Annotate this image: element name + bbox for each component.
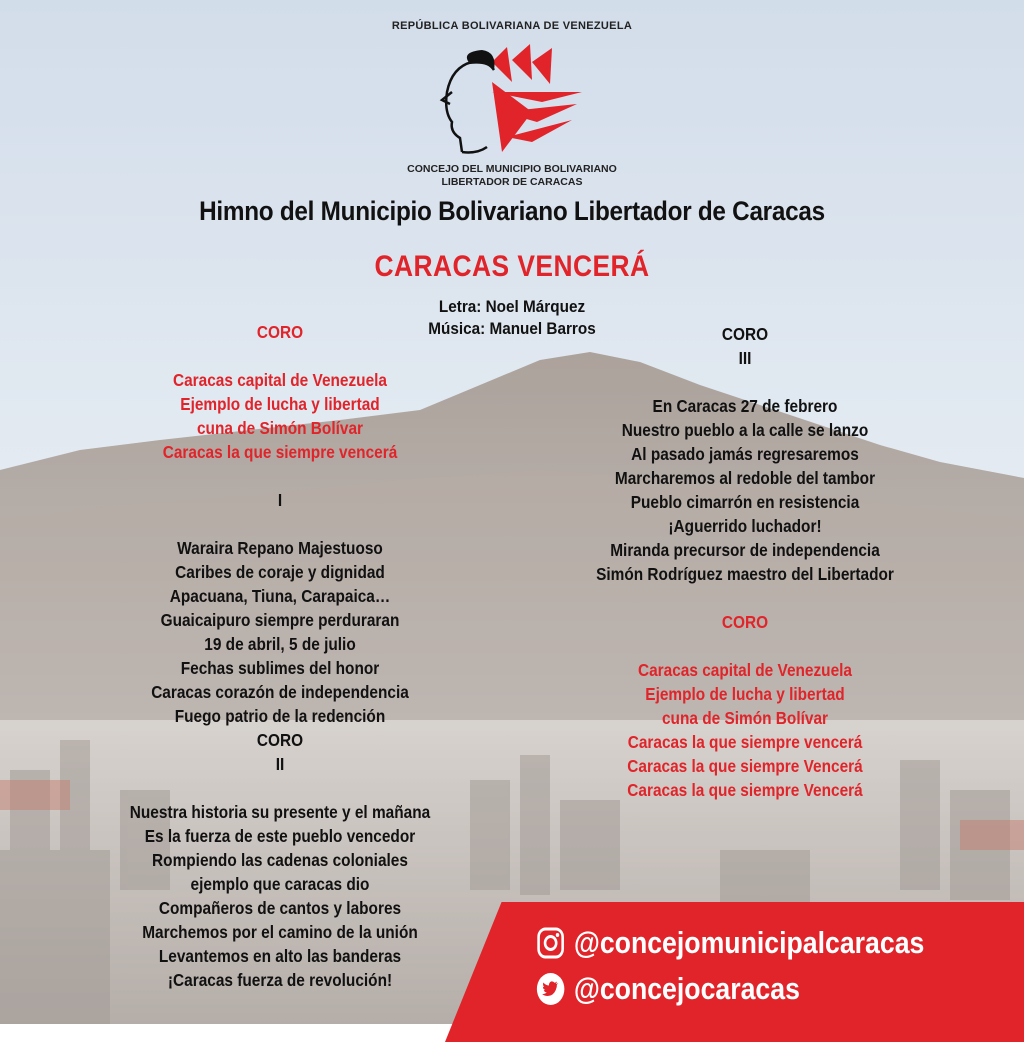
lyrics-credit: Letra: Noel Márquez [438,297,586,316]
council-line-2: LIBERTADOR DE CARACAS [441,176,583,188]
lyric-line: Caracas la que siempre Vencerá [627,756,863,776]
lyric-line: Nuestra historia su presente y el mañana [129,802,431,822]
left-lyrics-column [69,320,491,992]
lyric-line: Marchemos por el camino de la unión [142,922,418,942]
lyric-line: Caribes de coraje y dignidad [175,562,385,582]
verse-3-label: III [738,348,752,368]
lyric-line: Ejemplo de lucha y libertad [180,394,380,414]
lyric-line: Nuestro pueblo a la calle se lanzo [621,420,869,440]
verse-3-block [534,394,956,586]
lyric-line: Caracas la que siempre vencerá [162,442,398,462]
verse-2-label: II [275,754,285,774]
lyric-line: Caracas capital de Venezuela [637,660,853,680]
lyric-line: Ejemplo de lucha y libertad [645,684,845,704]
right-lyrics-column [534,322,956,802]
social-handles [536,920,1016,1012]
twitter-handle[interactable]: @concejocaracas [573,971,800,1006]
lyric-line: Apacuana, Tiuna, Carapaica… [169,586,391,606]
lyric-line: Marcharemos al redoble del tambor [614,468,876,488]
coro-label: CORO [256,322,304,342]
lyric-line: Caracas corazón de independencia [151,682,409,702]
lyric-line: ¡Aguerrido luchador! [668,516,822,536]
council-heading [0,163,1024,189]
twitter-icon [536,972,565,1006]
lyric-line: Guaicaipuro siempre perduraran [160,610,400,630]
twitter-row[interactable] [536,966,949,1012]
instagram-row[interactable] [536,920,949,966]
lyric-line: Fuego patrio de la redención [174,706,386,726]
lyric-line: 19 de abril, 5 de julio [204,634,356,654]
verse-1-block [69,536,491,728]
lyric-line: Waraira Repano Majestuoso [177,538,383,558]
coro-2-block [534,658,956,802]
lyric-line: Simón Rodríguez maestro del Libertador [596,564,894,584]
lyric-line: Pueblo cimarrón en resistencia [630,492,860,512]
page-title: Himno del Municipio Bolivariano Libertador de Caracas [199,196,825,226]
instagram-icon [536,926,565,960]
lyric-line: Rompiendo las cadenas coloniales [152,850,408,870]
lyric-line: cuna de Simón Bolívar [661,708,829,728]
music-credit: Música: Manuel Barros [428,319,596,338]
coro-2-label: CORO [721,612,769,632]
lyric-line: Al pasado jamás regresaremos [631,444,859,464]
lyric-line: Fechas sublimes del honor [180,658,380,678]
lyric-line: En Caracas 27 de febrero [652,396,838,416]
republic-heading: REPÚBLICA BOLIVARIANA DE VENEZUELA [391,20,633,32]
lyric-line: Caracas capital de Venezuela [172,370,388,390]
coro-block [69,368,491,464]
song-title: CARACAS VENCERÁ [374,250,650,283]
lyric-line: ejemplo que caracas dio [190,874,370,894]
lyric-line: Caracas la que siempre vencerá [627,732,863,752]
lyric-line: cuna de Simón Bolívar [196,418,364,438]
council-line-1: CONCEJO DEL MUNICIPIO BOLIVARIANO [407,163,617,175]
verse-2-block [69,800,491,992]
instagram-handle[interactable]: @concejomunicipalcaracas [573,925,925,960]
lyric-line: ¡Caracas fuerza de revolución! [167,970,393,990]
lyric-line: Compañeros de cantos y labores [158,898,402,918]
lyric-line: Es la fuerza de este pueblo vencedor [144,826,416,846]
verse-1-label: I [277,490,283,510]
coro-2-label: CORO [256,730,304,750]
lyric-line: Caracas la que siempre Vencerá [627,780,863,800]
coro-label: CORO [721,324,769,344]
lyric-line: Levantemos en alto las banderas [158,946,402,966]
lyric-line: Miranda precursor de independencia [610,540,880,560]
bolivar-star-logo [432,42,592,162]
